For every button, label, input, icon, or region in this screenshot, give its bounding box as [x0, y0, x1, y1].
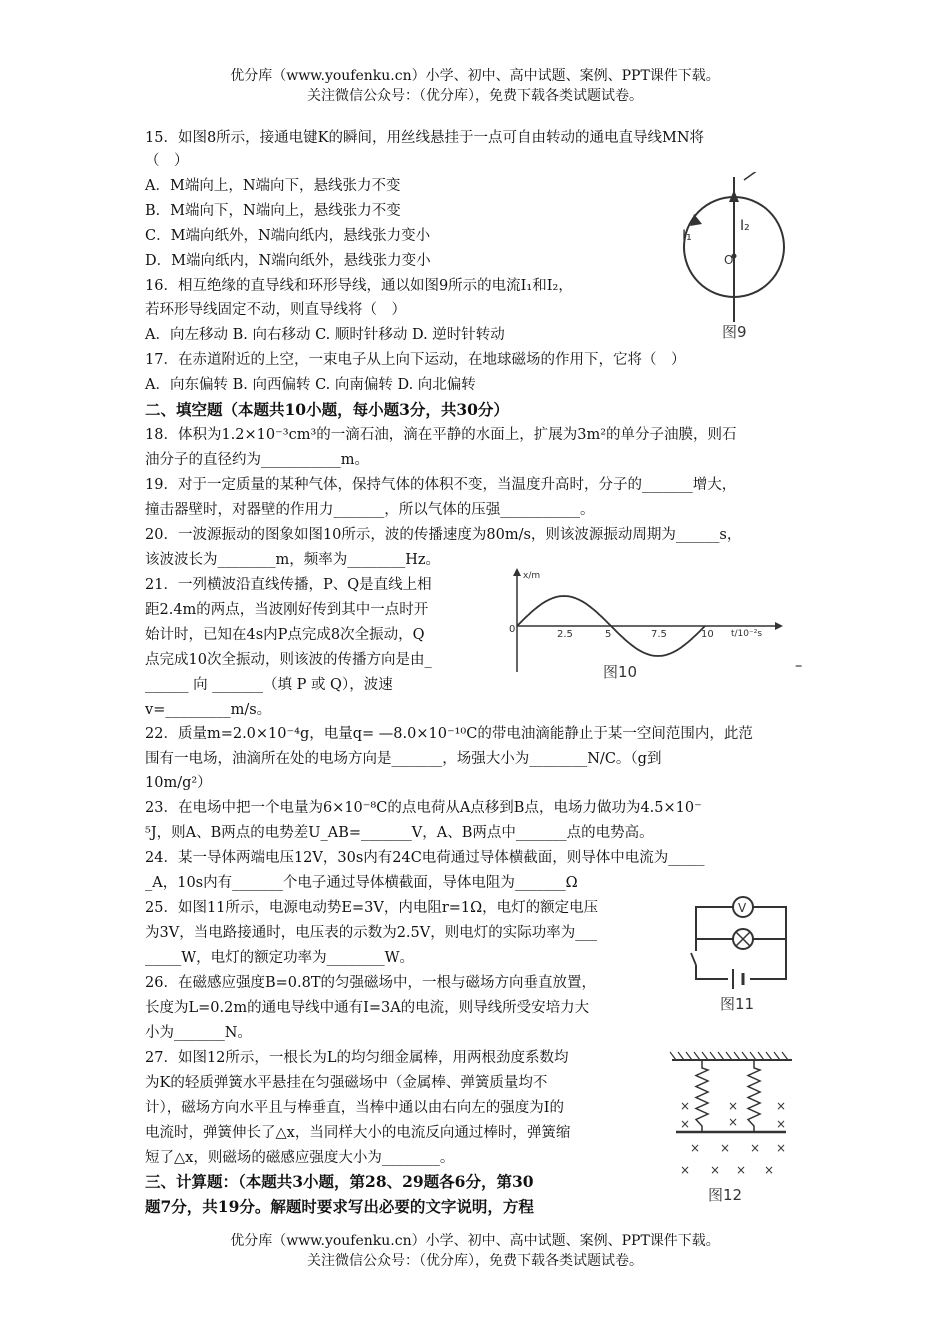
q15-stem: 15．如图8所示，接通电键K的瞬间，用丝线悬挂于一点可自由转动的通电直导线MN将 [145, 130, 705, 146]
q16-options: A．向左移动 B. 向右移动 C. 顺时针移动 D. 逆时针转动 [145, 327, 505, 343]
field-cross: × [736, 1163, 747, 1177]
hatch-mark [750, 1052, 756, 1060]
voltmeter-label: V [738, 901, 747, 915]
figure-9-caption: 图9 [722, 323, 747, 341]
figure-11 [688, 893, 798, 1015]
x-axis-label: x/m [523, 571, 541, 581]
label-i2: I₂ [740, 218, 750, 234]
q15-option-c: C．M端向纸外，N端向纸内，悬线张力变小 [145, 228, 431, 244]
section-2-title: 二、填空题（本题共10小题，每小题3分，共30分） [145, 400, 509, 419]
tick-7-5: 7.5 [651, 629, 667, 640]
field-cross: × [680, 1163, 691, 1177]
field-cross: × [680, 1117, 691, 1131]
q26-line-3: 小为_______N。 [145, 1025, 252, 1041]
hatch-mark [734, 1052, 740, 1060]
q27-line-2: 为K的轻质弹簧水平悬挂在匀强磁场中（金属棒、弹簧质量均不 [145, 1075, 548, 1091]
q16-stem-2: 若环形导线固定不动，则直导线将（ ） [145, 302, 406, 318]
hatch-mark [710, 1052, 716, 1060]
q17-stem: 17．在赤道附近的上空，一束电子从上向下运动，在地球磁场的作用下，它将（ ） [145, 352, 686, 368]
figure-9 [672, 172, 796, 344]
x-axis-arrow-icon [513, 568, 521, 576]
q22-line-3: 10m/g²） [145, 775, 212, 791]
field-cross: × [750, 1141, 761, 1155]
field-cross: × [720, 1141, 731, 1155]
q25-line-2: 为3V，当电路接通时，电压表的示数为2.5V，则电灯的实际功率为___ [145, 925, 597, 941]
origin-label: 0 [509, 624, 516, 635]
q26-line-2: 长度为L=0.2m的通电导线中通有I=3A的电流，则导线所受安培力大 [145, 1000, 590, 1016]
stray-dash: – [795, 658, 803, 674]
q19-stem-2: 撞击器壁时，对器壁的作用力_______，所以气体的压强___________。 [145, 502, 595, 518]
q27-line-5: 短了△x，则磁场的磁感应强度大小为________。 [145, 1150, 455, 1166]
field-cross: × [728, 1099, 739, 1113]
label-i1: I₁ [682, 228, 692, 244]
tick-2-5: 2.5 [557, 629, 573, 640]
q26-line-1: 26．在磁感应强度B=0.8T的匀强磁场中，一根与磁场方向垂直放置， [145, 975, 596, 991]
header-line-2: 关注微信公众号：（优分库），免费下载各类试题试卷。 [307, 88, 643, 104]
q18-stem-2: 油分子的直径约为___________m。 [145, 452, 369, 468]
t-axis-arrow-icon [775, 622, 783, 630]
section-3-title-2: 题7分，共19分。解题时要求写出必要的文字说明，方程 [145, 1197, 534, 1216]
q21-line-6: v=_________m/s。 [145, 702, 272, 718]
q17-options: A．向东偏转 B. 向西偏转 C. 向南偏转 D. 向北偏转 [145, 377, 476, 393]
hatch-mark [782, 1052, 788, 1060]
q22-line-2: 围有一电场，油滴所在处的电场方向是_______，场强大小为________N/C。（g到 [145, 751, 662, 767]
hatch-mark [726, 1052, 732, 1060]
field-cross: × [710, 1163, 721, 1177]
label-o: O [724, 253, 734, 267]
field-cross: × [776, 1141, 787, 1155]
q15-option-d: D．M端向纸内，N端向纸外，悬线张力变小 [145, 253, 431, 269]
footer-line-1: 优分库（www.youfenku.cn）小学、初中、高中试题、案例、PPT课件下载。 [230, 1233, 720, 1249]
header-line-1: 优分库（www.youfenku.cn）小学、初中、高中试题、案例、PPT课件下载。 [230, 68, 720, 84]
q15-option-b: B．M端向下，N端向上，悬线张力不变 [145, 203, 401, 219]
ceiling-hatch [670, 1052, 788, 1060]
hatch-mark [686, 1052, 692, 1060]
footer-line-2: 关注微信公众号：（优分库），免费下载各类试题试卷。 [307, 1253, 643, 1269]
q20-stem: 20．一波源振动的图象如图10所示，波的传播速度为80m/s，则该波源振动周期为______s， [145, 527, 742, 543]
q23-line-2: ⁵J，则A、B两点的电势差U_AB=_______V，A、B两点中_______点的电势高。 [145, 825, 654, 841]
figure-12-caption: 图12 [708, 1186, 743, 1204]
hatch-mark [702, 1052, 708, 1060]
q21-line-4: 点完成10次全振动，则该波的传播方向是由_ [145, 652, 432, 668]
field-cross: × [776, 1099, 787, 1113]
field-cross: × [690, 1141, 701, 1155]
field-cross: × [764, 1163, 775, 1177]
q24-line-1: 24．某一导体两端电压12V，30s内有24C电荷通过导体横截面，则导体中电流为_____ [145, 850, 705, 866]
figure-11-caption: 图11 [720, 995, 755, 1013]
q15-option-a: A．M端向上，N端向下，悬线张力不变 [145, 178, 401, 194]
hatch-mark [742, 1052, 748, 1060]
q21-line-3: 始计时，已知在4s内P点完成8次全振动，Q [145, 627, 425, 643]
q16-stem: 16．相互绝缘的直导线和环形导线，通以如图9所示的电流I₁和I₂， [145, 278, 573, 294]
q19-stem: 19．对于一定质量的某种气体，保持气体的体积不变，当温度升高时，分子的_______增大， [145, 477, 737, 493]
figure-12 [668, 1048, 796, 1206]
field-cross: × [680, 1099, 691, 1113]
figure-10-caption: 图10 [603, 663, 638, 681]
field-cross: × [728, 1115, 739, 1129]
current-arrow-icon [729, 190, 739, 202]
spring-left [696, 1060, 708, 1132]
q20-stem-2: 该波波长为________m，频率为________Hz。 [145, 552, 441, 568]
hatch-mark [678, 1052, 684, 1060]
q21-line-1: 21．一列横波沿直线传播，P、Q是直线上相 [145, 577, 432, 593]
hatch-mark [670, 1052, 676, 1060]
q15-paren: （ ） [145, 153, 189, 169]
field-cross: × [776, 1117, 787, 1131]
wire-lead [744, 172, 758, 180]
q27-line-4: 电流时，弹簧伸长了△x，当同样大小的电流反向通过棒时，弹簧缩 [145, 1125, 571, 1141]
hatch-mark [774, 1052, 780, 1060]
magnetic-field-crosses [680, 1099, 786, 1177]
t-axis-label: t/10⁻²s [731, 629, 763, 639]
q24-line-2: _A，10s内有_______个电子通过导体横截面，导体电阻为_______Ω [145, 875, 578, 891]
tick-5: 5 [605, 629, 612, 640]
q23-line-1: 23．在电场中把一个电量为6×10⁻⁸C的点电荷从A点移到B点，电场力做功为4.5×10⁻ [145, 800, 702, 816]
battery-gap [728, 971, 750, 987]
hatch-mark [758, 1052, 764, 1060]
tick-10: 10 [701, 629, 714, 640]
q27-line-1: 27．如图12所示，一根长为L的均匀细金属棒，用两根劲度系数均 [145, 1050, 569, 1066]
section-3-title: 三、计算题：（本题共3小题，第28、29题各6分，第30 [145, 1172, 534, 1191]
spring-right [748, 1060, 760, 1132]
q21-line-5: ______ 向 _______（填 P 或 Q），波速 [145, 677, 393, 693]
q27-line-3: 计），磁场方向水平且与棒垂直，当棒中通以由右向左的强度为I的 [145, 1100, 564, 1116]
q18-stem: 18．体积为1.2×10⁻³cm³的一滴石油，滴在平静的水面上，扩展为3m²的单分子油膜，则石 [145, 427, 737, 443]
hatch-mark [766, 1052, 772, 1060]
q25-line-1: 25．如图11所示，电源电动势E=3V，内电阻r=1Ω，电灯的额定电压 [145, 900, 599, 916]
hatch-mark [694, 1052, 700, 1060]
q22-line-1: 22．质量m=2.0×10⁻⁴g，电量q= —8.0×10⁻¹⁰C的带电油滴能静止于某一空间范围内，此范 [145, 726, 753, 742]
figure-10 [505, 562, 790, 684]
hatch-mark [718, 1052, 724, 1060]
q21-line-2: 距2.4m的两点，当波刚好传到其中一点时开 [145, 602, 429, 618]
q25-line-3: _____W，电灯的额定功率为________W。 [145, 950, 415, 966]
